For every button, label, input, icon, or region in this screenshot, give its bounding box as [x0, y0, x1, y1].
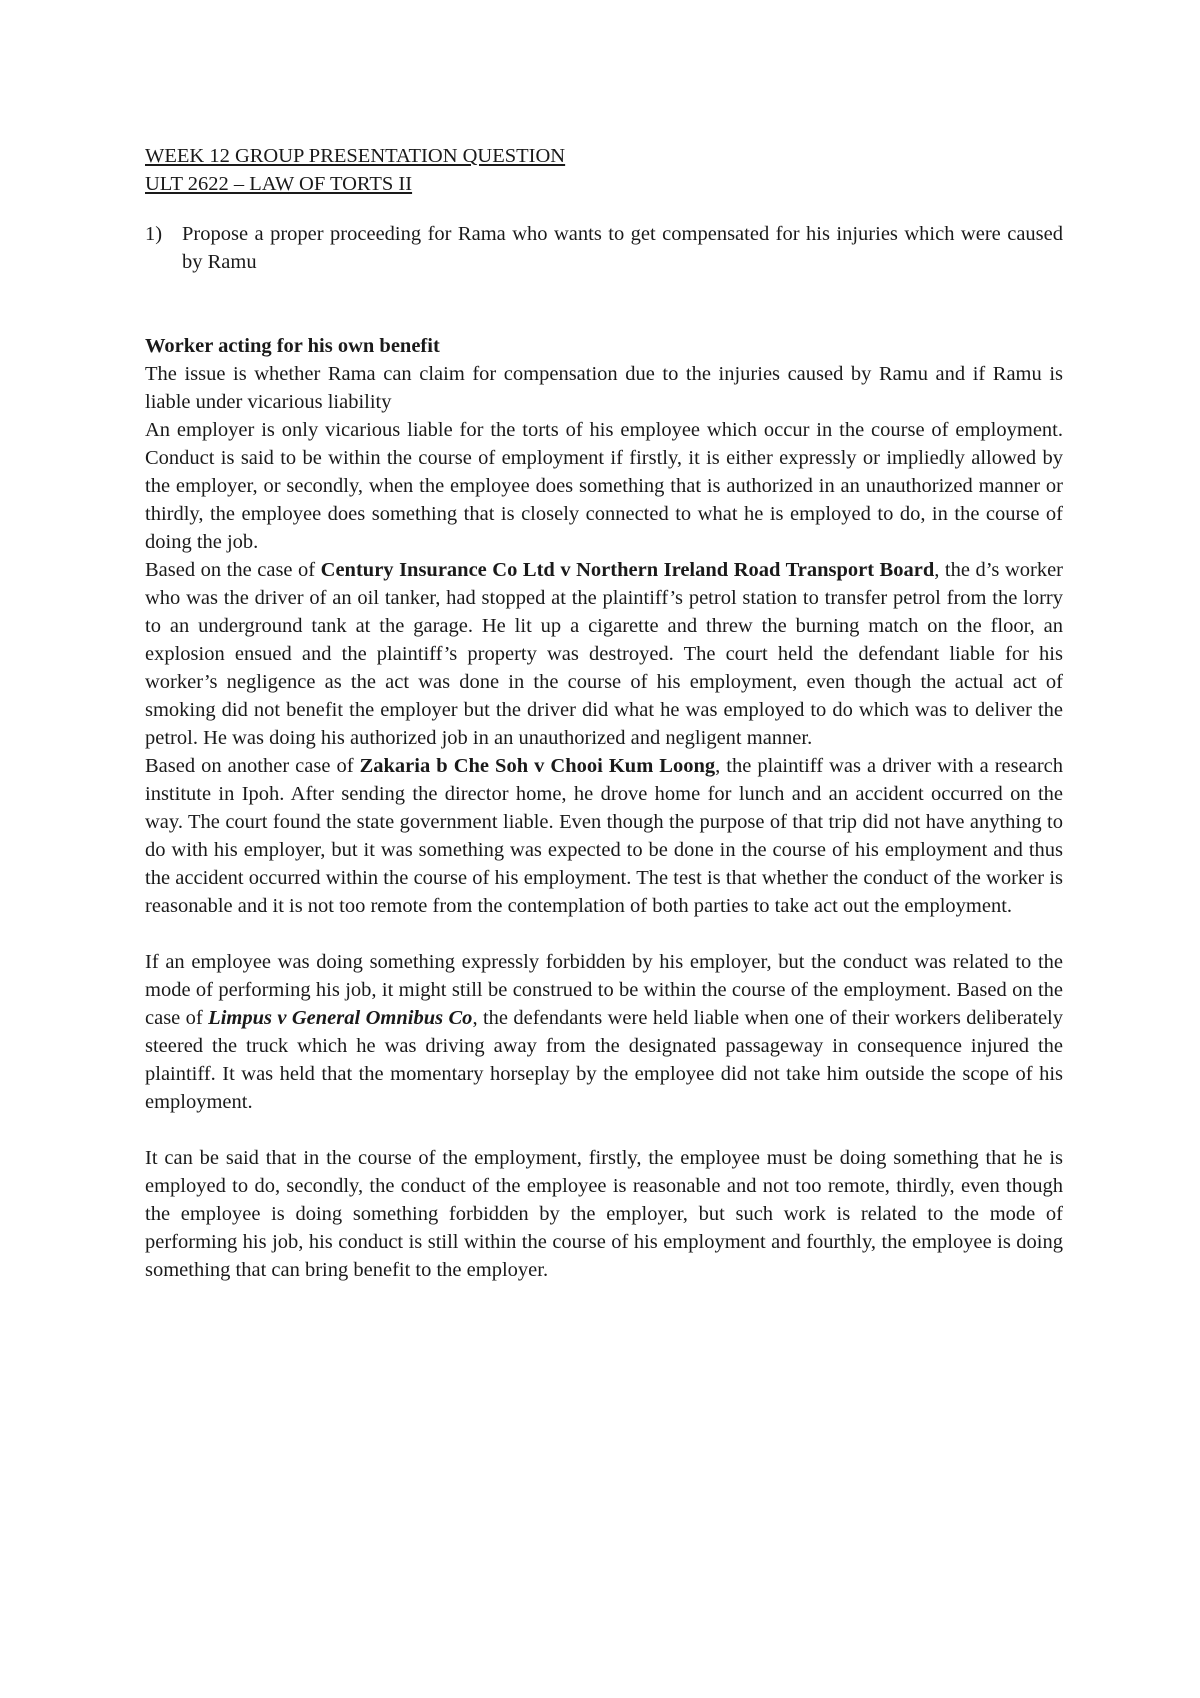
case-name: Limpus v General Omnibus Co [208, 1007, 473, 1029]
paragraph-body: , the plaintiff was a driver with a research institute in Ipoh. After sending the director home, he drove home for lunch and an accident occurred on the way. The court found the state government liable. Even though the purpose of that trip did not have anything to do with his employer, but it was something was expected to be done in the course of his employment and thus the accident occurred within the course of his employment. The test is that whether the conduct of the worker is reasonable and it is not too remote from the contemplation of both parties to take act out the employment. [145, 755, 1064, 917]
issue-paragraph: The issue is whether Rama can claim for compensation due to the injuries caused by Ramu and if Ramu is liable under vicarious liability [145, 363, 1063, 413]
case-name: Century Insurance Co Ltd v Northern Ireland Road Transport Board [320, 559, 935, 581]
zakaria-paragraph [145, 752, 1063, 920]
question-item [145, 220, 1063, 276]
rule-paragraph: An employer is only vicarious liable for the torts of his employee which occur in the course of employment. Conduct is said to be within the course of employment if firstly, it is either expressly or impliedly allowed by the employer, or secondly, when the employee does something that is authorized in an unauthorized manner or thirdly, the employee does something that is closely connected to what he is employed to do, in the course of doing the job. [145, 419, 1063, 553]
section-heading: Worker acting for his own benefit [145, 335, 440, 357]
question-list [145, 220, 1063, 276]
document-page [145, 142, 1063, 1284]
question-number: 1) [145, 223, 163, 245]
conclusion-paragraph: It can be said that in the course of the employment, firstly, the employee must be doing something that he is employed to do, secondly, the conduct of the employee is reasonable and not too remote, thirdly, even though the employee is doing something forbidden by the employer, but such work is related to the mode of performing his job, his conduct is still within the course of his employment and fourthly, the employee is doing something that can bring benefit to the employer. [145, 1147, 1063, 1281]
document-title: WEEK 12 GROUP PRESENTATION QUESTION [145, 145, 566, 167]
century-insurance-paragraph [145, 556, 1063, 752]
limpus-paragraph [145, 948, 1063, 1116]
paragraph-body: , the d’s worker who was the driver of an oil tanker, had stopped at the plaintiff’s petrol station to transfer petrol from the lorry to an underground tank at the garage. He lit up a cigarette and threw the burning match on the floor, an explosion ensued and the plaintiff’s property was destroyed. The court held the defendant liable for his worker’s negligence as the act was done in the course of his employment, even though the actual act of smoking did not benefit the employer but the driver did what he was employed to do which was to deliver the petrol. He was doing his authorized job in an unauthorized and negligent manner. [145, 559, 1063, 749]
paragraph-intro: If an employee was doing something expressly forbidden by his employer, but the conduct was related to the mode of performing his job, it might still be construed to be within the course of the employment. Based on the case of [145, 951, 1063, 1029]
case-name: Zakaria b Che Soh v Chooi Kum Loong [359, 755, 716, 777]
paragraph-body: , the defendants were held liable when one of their workers deliberately steered the truck which he was driving away from the designated passageway in consequence injured the plaintiff. It was held that the momentary horseplay by the employee did not take him outside the scope of his employment. [145, 1007, 1063, 1113]
paragraph-intro: Based on another case of [145, 755, 360, 777]
question-text: Propose a proper proceeding for Rama who wants to get compensated for his injuries which were caused by Ramu [182, 223, 1063, 273]
course-title: ULT 2622 – LAW OF TORTS II [145, 173, 413, 195]
paragraph-intro: Based on the case of [145, 559, 321, 581]
